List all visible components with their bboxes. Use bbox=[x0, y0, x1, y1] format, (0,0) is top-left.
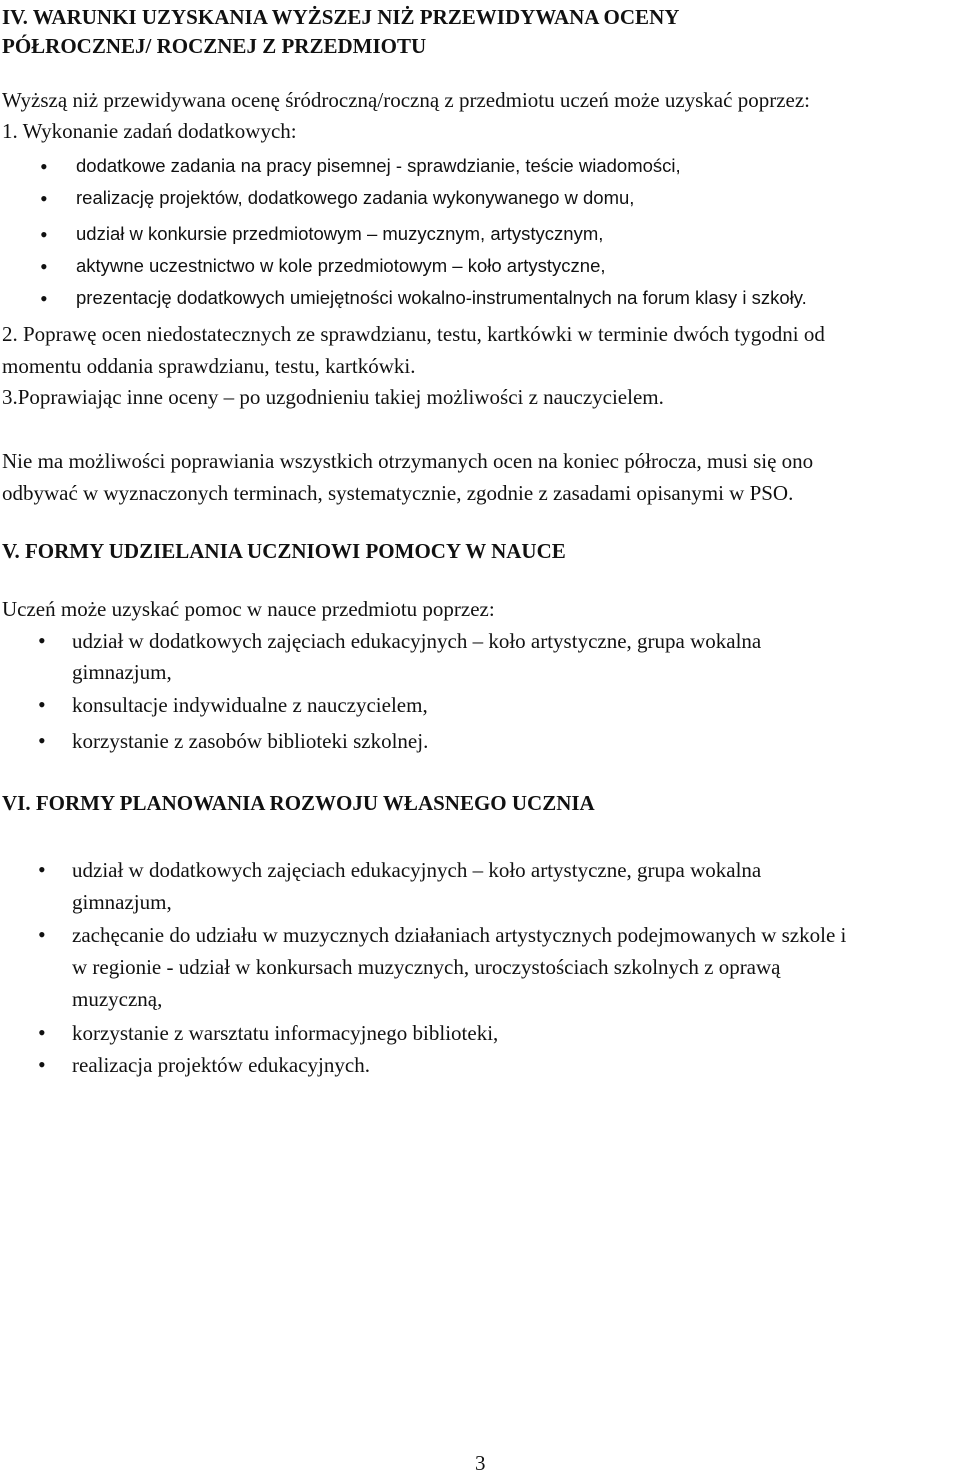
section6-bullet-line: muzyczną, bbox=[72, 987, 163, 1011]
bullet-icon: • bbox=[38, 1052, 46, 1077]
section5-bullet-line: konsultacje indywidualne z nauczycielem, bbox=[72, 693, 428, 717]
section4-bullet-item: realizację projektów, dodatkowego zadania wykonywanego w domu, bbox=[76, 187, 635, 208]
section6-bullet-line: w regionie - udział w konkursach muzycznych, uroczystościach szkolnych z oprawą bbox=[72, 955, 781, 979]
bullet-icon: • bbox=[38, 728, 46, 753]
section4-intro: Wyższą niż przewidywana ocenę śródroczną/roczną z przedmiotu uczeń może uzyskać poprzez: bbox=[2, 88, 810, 112]
bullet-icon: • bbox=[40, 154, 48, 179]
section5-intro: Uczeń może uzyskać pomoc w nauce przedmiotu poprzez: bbox=[2, 597, 495, 621]
section5-bullet-line: gimnazjum, bbox=[72, 660, 172, 684]
bullet-icon: • bbox=[38, 922, 46, 947]
bullet-icon: • bbox=[40, 186, 48, 211]
section4-note-line2: odbywać w wyznaczonych terminach, systematycznie, zgodnie z zasadami opisanymi w PSO. bbox=[2, 481, 794, 505]
page-number: 3 bbox=[475, 1451, 486, 1475]
bullet-icon: • bbox=[40, 286, 48, 311]
section4-item3: 3.Poprawiając inne oceny – po uzgodnieniu takiej możliwości z nauczycielem. bbox=[2, 385, 664, 409]
bullet-icon: • bbox=[38, 628, 46, 653]
section4-item2-line1: 2. Poprawę ocen niedostatecznych ze sprawdzianu, testu, kartkówki w terminie dwóch tygodni od bbox=[2, 322, 825, 346]
section6-bullet-line: udział w dodatkowych zajęciach edukacyjnych – koło artystyczne, grupa wokalna bbox=[72, 858, 762, 882]
section4-bullet-item: udział w konkursie przedmiotowym – muzycznym, artystycznym, bbox=[76, 223, 604, 244]
bullet-icon: • bbox=[38, 1020, 46, 1045]
section5-bullet-line: korzystanie z zasobów biblioteki szkolnej. bbox=[72, 729, 429, 753]
section6-bullet-line: zachęcanie do udziału w muzycznych działaniach artystycznych podejmowanych w szkole i bbox=[72, 923, 847, 947]
section4-item2-line2: momentu oddania sprawdzianu, testu, kartkówki. bbox=[2, 354, 416, 378]
section5-bullet-line: udział w dodatkowych zajęciach edukacyjnych – koło artystyczne, grupa wokalna bbox=[72, 629, 762, 653]
section4-heading-line2: PÓŁROCZNEJ/ ROCZNEJ Z PRZEDMIOTU bbox=[2, 34, 427, 58]
bullet-icon: • bbox=[40, 254, 48, 279]
section6-bullet-line: gimnazjum, bbox=[72, 890, 172, 914]
section5-heading: V. FORMY UDZIELANIA UCZNIOWI POMOCY W NAUCE bbox=[2, 539, 566, 563]
section6-bullet-line: realizacja projektów edukacyjnych. bbox=[72, 1053, 370, 1077]
section4-bullet-item: prezentację dodatkowych umiejętności wokalno-instrumentalnych na forum klasy i szkoły. bbox=[76, 287, 807, 308]
section4-bullet-item: dodatkowe zadania na pracy pisemnej - sprawdzianie, teście wiadomości, bbox=[76, 155, 681, 176]
section4-note-line1: Nie ma możliwości poprawiania wszystkich otrzymanych ocen na koniec półrocza, musi się ono bbox=[2, 449, 814, 473]
section6-bullet-line: korzystanie z warsztatu informacyjnego biblioteki, bbox=[72, 1021, 499, 1045]
section4-heading-line1: IV. WARUNKI UZYSKANIA WYŻSZEJ NIŻ PRZEWIDYWANA OCENY bbox=[2, 5, 680, 29]
section4-bullet-item: aktywne uczestnictwo w kole przedmiotowym – koło artystyczne, bbox=[76, 255, 606, 276]
bullet-icon: • bbox=[38, 857, 46, 882]
bullet-icon: • bbox=[38, 692, 46, 717]
section4-item1-title: 1. Wykonanie zadań dodatkowych: bbox=[2, 119, 297, 143]
bullet-icon: • bbox=[40, 222, 48, 247]
section6-heading: VI. FORMY PLANOWANIA ROZWOJU WŁASNEGO UCZNIA bbox=[2, 791, 595, 815]
